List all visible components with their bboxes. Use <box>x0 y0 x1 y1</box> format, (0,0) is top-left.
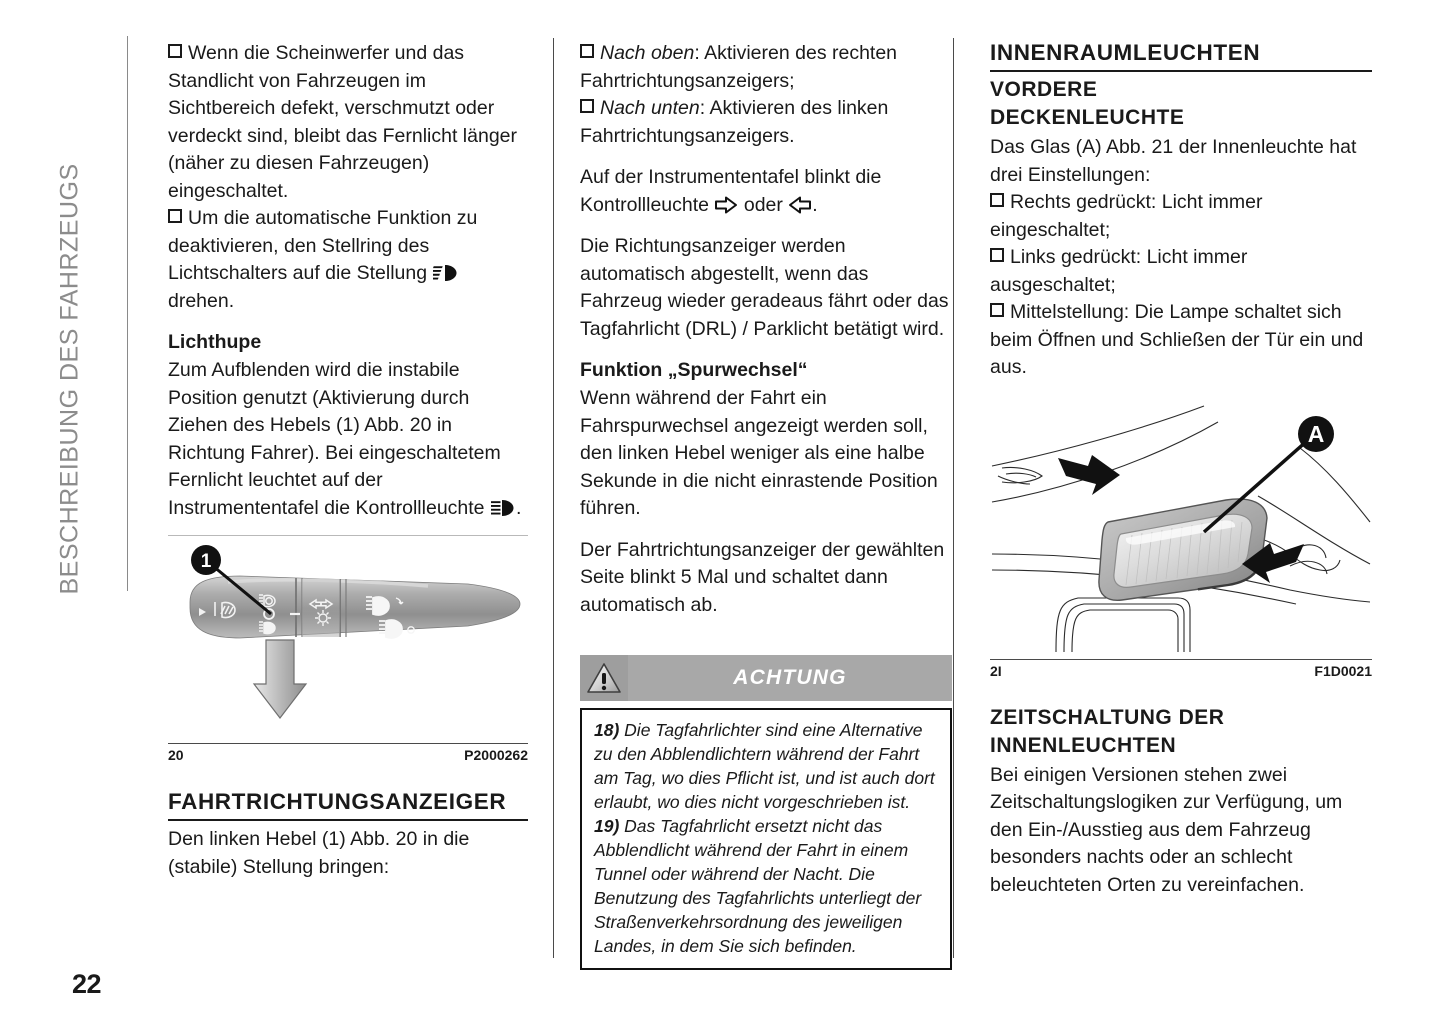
warning-note-19-number: 19) <box>594 816 620 836</box>
left-bullet-2: Um die automatische Funktion zu deaktivieren, den Stellring des Lichtschalters auf die Stellung drehen. <box>168 207 478 312</box>
ceiling-lamp-illustration <box>990 404 1372 654</box>
nach-unten-lead: Nach unten <box>600 97 700 119</box>
warning-note-18-text: Die Tagfahrlichter sind eine Alternative zu den Abblendlichtern während der Fahrt am Tag, wo dies Pflicht ist, und ist auch dort erlaubt, wo dies nicht vorgeschrieben ist. <box>594 720 935 812</box>
callout-a-label: A <box>1307 420 1325 447</box>
high-beam-icon <box>490 499 516 517</box>
warning-block <box>580 655 952 970</box>
warning-note-19 <box>594 814 940 958</box>
square-bullet-icon <box>580 99 594 113</box>
lichthupe-heading: Lichthupe <box>168 331 262 353</box>
warning-banner-label: ACHTUNG <box>733 666 847 689</box>
spurwechsel-text-1: Wenn während der Fahrt ein Fahrspurwechsel angezeigt werden soll, den linken Hebel weniger als eine halbe Sekunde in die nicht einrastende Position führen. <box>580 387 938 519</box>
square-bullet-icon <box>168 44 182 58</box>
auto-off-text: Die Richtungsanzeiger werden automatisch abgestellt, wenn das Fahrzeug wieder geradeaus fährt oder das Tagfahrlicht (DRL) / Parklicht betätigt wird. <box>580 235 949 340</box>
lichthupe-text: Zum Aufblenden wird die instabile Position genutzt (Aktivierung durch Ziehen des Hebels (1) Abb. 20 in Richtung Fahrer). Bei eingeschaltetem Fernlicht leuchtet auf der Instrumententafel die Kontrollleuchte . <box>168 359 522 519</box>
square-bullet-icon <box>990 248 1004 262</box>
right-intro-text: Das Glas (A) Abb. 21 der Innenleuchte hat drei Einstellungen: <box>990 136 1357 186</box>
zeitschaltung-heading-line2: INNENLEUCHTEN <box>990 733 1177 757</box>
spurwechsel-heading: Funktion „Spurwechsel“ <box>580 359 808 381</box>
warning-note-19-text: Das Tagfahrlicht ersetzt nicht das Abblendlicht während der Fahrt in einem Tunnel oder während der Nacht. Die Benutzung des Tagfahrlichts unterliegt der Straßenverkehrsordnung des jeweiligen Landes, in dem Sie sich befinden. <box>594 816 922 956</box>
turn-left-arrow-icon <box>788 196 812 214</box>
spurwechsel-text-2: Der Fahrtrichtungsanzeiger der gewählten Seite blinkt 5 Mal und schaltet dann automatisch ab. <box>580 538 945 616</box>
column-divider-2 <box>953 38 954 958</box>
right-bullet-1: Rechts gedrückt: Licht immer eingeschaltet; <box>990 191 1263 241</box>
warning-note-18-number: 18) <box>594 720 620 740</box>
square-bullet-icon <box>990 193 1004 207</box>
warning-triangle-icon <box>586 662 622 694</box>
figure-21-code: F1D0021 <box>1314 662 1372 679</box>
right-bullet-2: Links gedrückt: Licht immer ausgeschaltet; <box>990 246 1248 296</box>
figure-21-caption <box>990 660 1372 679</box>
figure-21 <box>990 404 1372 679</box>
auto-headlight-icon <box>433 264 459 282</box>
vordere-deckenleuchte-heading-line2: DECKENLEUCHTE <box>990 106 1185 129</box>
running-head-rule <box>127 36 128 591</box>
left-separator <box>168 535 528 536</box>
middle-column <box>580 40 952 970</box>
square-bullet-icon <box>990 303 1004 317</box>
column-divider-1 <box>553 38 554 958</box>
figure-20-number: 20 <box>168 747 184 763</box>
right-column <box>990 40 1372 899</box>
light-stalk-illustration <box>168 542 528 738</box>
left-bullet-1: Wenn die Scheinwerfer und das Standlicht von Fahrzeugen im Sichtbereich defekt, verschmutzt oder verdeckt sind, bleibt das Fernlicht länger (näher zu diesen Fahrzeugen) eingeschaltet. <box>168 42 518 202</box>
warning-note-18 <box>594 718 940 814</box>
fahrtrichtung-heading: FAHRTRICHTUNGSANZEIGER <box>168 789 528 821</box>
figure-20-caption <box>168 744 528 763</box>
turn-right-arrow-icon <box>714 196 738 214</box>
fahrtrichtung-text: Den linken Hebel (1) Abb. 20 in die (stabile) Stellung bringen: <box>168 828 470 878</box>
vordere-deckenleuchte-heading-line1: VORDERE <box>990 78 1098 101</box>
pull-down-arrow-icon <box>254 640 306 718</box>
callout-1-label: 1 <box>200 551 212 572</box>
page-number: 22 <box>72 969 102 999</box>
running-head: BESCHREIBUNG DES FAHRZEUGS <box>55 163 84 595</box>
warning-body <box>580 708 952 970</box>
warning-banner <box>628 655 952 701</box>
left-column <box>168 40 528 881</box>
right-bullet-3: Mittelstellung: Die Lampe schaltet sich beim Öffnen und Schließen der Tür ein und aus. <box>990 301 1364 378</box>
warning-icon-cell <box>580 655 628 701</box>
nach-oben-lead: Nach oben <box>600 42 695 64</box>
blink-text: Auf der Instrumententafel blinkt die Kontrollleuchte oder . <box>580 166 882 216</box>
zeitschaltung-text: Bei einigen Versionen stehen zwei Zeitschaltungslogiken zur Verfügung, um den Ein-/Ausstieg aus dem Fahrzeug besonders nachts oder an schlecht beleuchteten Orten zu vereinfachen. <box>990 763 1343 896</box>
figure-21-number: 2I <box>990 662 1002 679</box>
zeitschaltung-heading-line1: ZEITSCHALTUNG DER <box>990 705 1225 729</box>
figure-20-code: P2000262 <box>464 747 528 763</box>
figure-20 <box>168 542 528 763</box>
mid-bullet-up: Nach oben: Aktivieren des rechten Fahrtrichtungsanzeigers; <box>580 42 898 92</box>
square-bullet-icon <box>580 44 594 58</box>
warning-header <box>580 655 952 701</box>
innenraumleuchten-heading: INNENRAUMLEUCHTEN <box>990 40 1372 72</box>
mid-bullet-down: Nach unten: Aktivieren des linken Fahrtrichtungsanzeigers. <box>580 97 889 147</box>
square-bullet-icon <box>168 209 182 223</box>
